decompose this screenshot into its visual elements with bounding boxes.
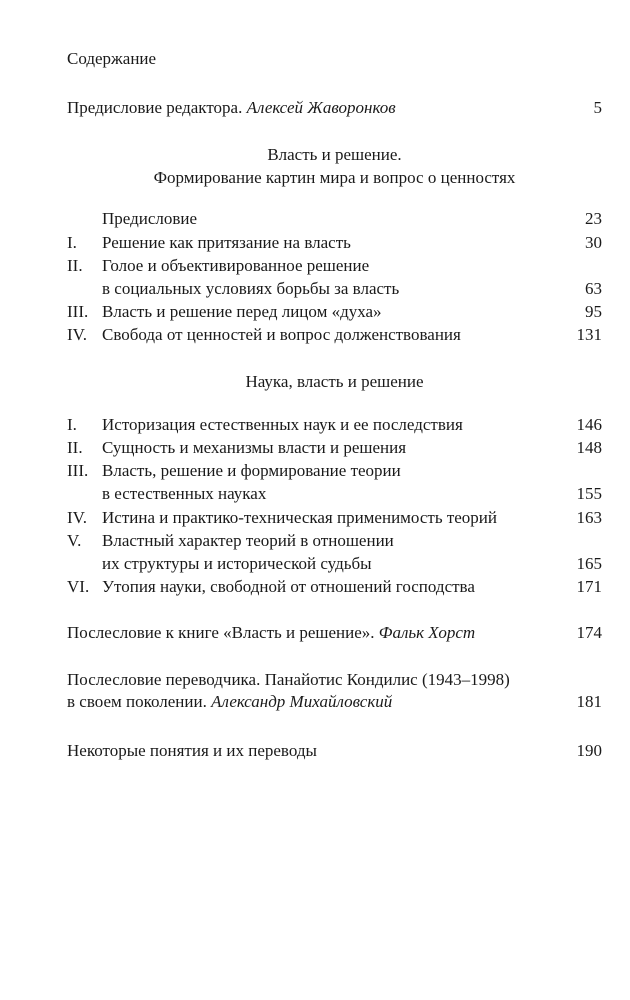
chapter-number: II. bbox=[67, 438, 83, 457]
page-number: 148 bbox=[576, 438, 602, 457]
entry-title-cont: в естественных науках bbox=[102, 484, 267, 503]
entry-title: Предисловие редактора. bbox=[67, 98, 243, 117]
entry-title-cont: в социальных условиях борьбы за власть bbox=[102, 279, 400, 298]
toc-entry-chapter-4[interactable] bbox=[67, 324, 602, 346]
toc-entry-glossary[interactable] bbox=[67, 740, 602, 762]
entry-title: Власть и решение перед лицом «духа» bbox=[102, 302, 382, 321]
toc-entry-chapter-2-cont[interactable] bbox=[67, 278, 602, 300]
entry-title: Истина и практико-техническая применимость теорий bbox=[102, 508, 498, 527]
toc-entry-chapter-2[interactable] bbox=[67, 255, 602, 277]
entry-author: Александр Михайловский bbox=[211, 692, 393, 711]
page-number: 23 bbox=[585, 209, 602, 228]
chapter-number: III. bbox=[67, 302, 89, 321]
entry-title-wrap bbox=[67, 97, 396, 119]
toc-entry-part2-chapter-6[interactable] bbox=[67, 576, 602, 598]
part-title-2: Наука, власть и решение bbox=[245, 372, 424, 391]
entry-title: Утопия науки, свободной от отношений господства bbox=[102, 577, 475, 596]
page-number: 63 bbox=[585, 279, 602, 298]
entry-title: Решение как притязание на власть bbox=[102, 233, 351, 252]
toc-entry-translator-afterword[interactable] bbox=[67, 669, 602, 713]
chapter-number: IV. bbox=[67, 325, 87, 344]
toc-entry-chapter-1[interactable] bbox=[67, 232, 602, 254]
part-title-1b: Формирование картин мира и вопрос о ценностях bbox=[153, 168, 516, 187]
chapter-number: III. bbox=[67, 461, 89, 480]
page-number: 146 bbox=[576, 415, 602, 434]
entry-title: Послесловие переводчика. Панайотис Кондилис (1943–1998) bbox=[67, 670, 510, 689]
toc-entry-afterword[interactable] bbox=[67, 622, 602, 644]
page-number: 30 bbox=[585, 233, 602, 252]
entry-title: Некоторые понятия и их переводы bbox=[67, 741, 317, 760]
chapter-number: V. bbox=[67, 531, 82, 550]
chapter-number: I. bbox=[67, 415, 77, 434]
page-number: 131 bbox=[576, 325, 602, 344]
entry-title: Сущность и механизмы власти и решения bbox=[102, 438, 407, 457]
page-number: 181 bbox=[576, 692, 602, 711]
page-number: 190 bbox=[576, 741, 602, 760]
entry-title-cont: их структуры и исторической судьбы bbox=[102, 554, 372, 573]
toc-entry-part2-chapter-2[interactable] bbox=[67, 437, 602, 459]
toc-entry-part2-chapter-5[interactable] bbox=[67, 530, 602, 552]
chapter-number: IV. bbox=[67, 508, 87, 527]
toc-entry-part2-chapter-5-cont[interactable] bbox=[67, 553, 602, 575]
entry-title-wrap bbox=[67, 622, 475, 644]
entry-title: Предисловие bbox=[102, 209, 198, 228]
page-number: 165 bbox=[576, 554, 602, 573]
entry-title: Послесловие к книге «Власть и решение». bbox=[67, 623, 375, 642]
toc-entry-part2-chapter-3[interactable] bbox=[67, 460, 602, 482]
toc-entry-preface[interactable] bbox=[67, 208, 602, 230]
entry-author: Фальк Хорст bbox=[378, 623, 476, 642]
entry-title: Властный характер теорий в отношении bbox=[102, 531, 394, 550]
entry-title: Голое и объективированное решение bbox=[102, 256, 370, 275]
toc-entry-editor-preface[interactable] bbox=[67, 97, 602, 119]
entry-title-wrap bbox=[67, 691, 392, 713]
page-title: Содержание bbox=[67, 49, 157, 68]
page-number: 174 bbox=[576, 623, 602, 642]
chapter-number: I. bbox=[67, 233, 77, 252]
page-number: 95 bbox=[585, 302, 602, 321]
part-title-1a: Власть и решение. bbox=[267, 145, 402, 164]
toc-entry-part2-chapter-4[interactable] bbox=[67, 507, 602, 529]
toc-entry-part2-chapter-3-cont[interactable] bbox=[67, 483, 602, 505]
page-number: 171 bbox=[576, 577, 602, 596]
entry-title: Свобода от ценностей и вопрос долженствования bbox=[102, 325, 461, 344]
chapter-number: VI. bbox=[67, 577, 90, 596]
page-number: 155 bbox=[576, 484, 602, 503]
page-number: 163 bbox=[576, 508, 602, 527]
toc-entry-chapter-3[interactable] bbox=[67, 301, 602, 323]
entry-title: Историзация естественных наук и ее последствия bbox=[102, 415, 463, 434]
page-number: 5 bbox=[593, 98, 602, 117]
chapter-number: II. bbox=[67, 256, 83, 275]
entry-author: Алексей Жаворонков bbox=[246, 98, 396, 117]
entry-title: Власть, решение и формирование теории bbox=[102, 461, 401, 480]
toc-entry-part2-chapter-1[interactable] bbox=[67, 414, 602, 436]
entry-title-cont: в своем поколении. bbox=[67, 692, 207, 711]
